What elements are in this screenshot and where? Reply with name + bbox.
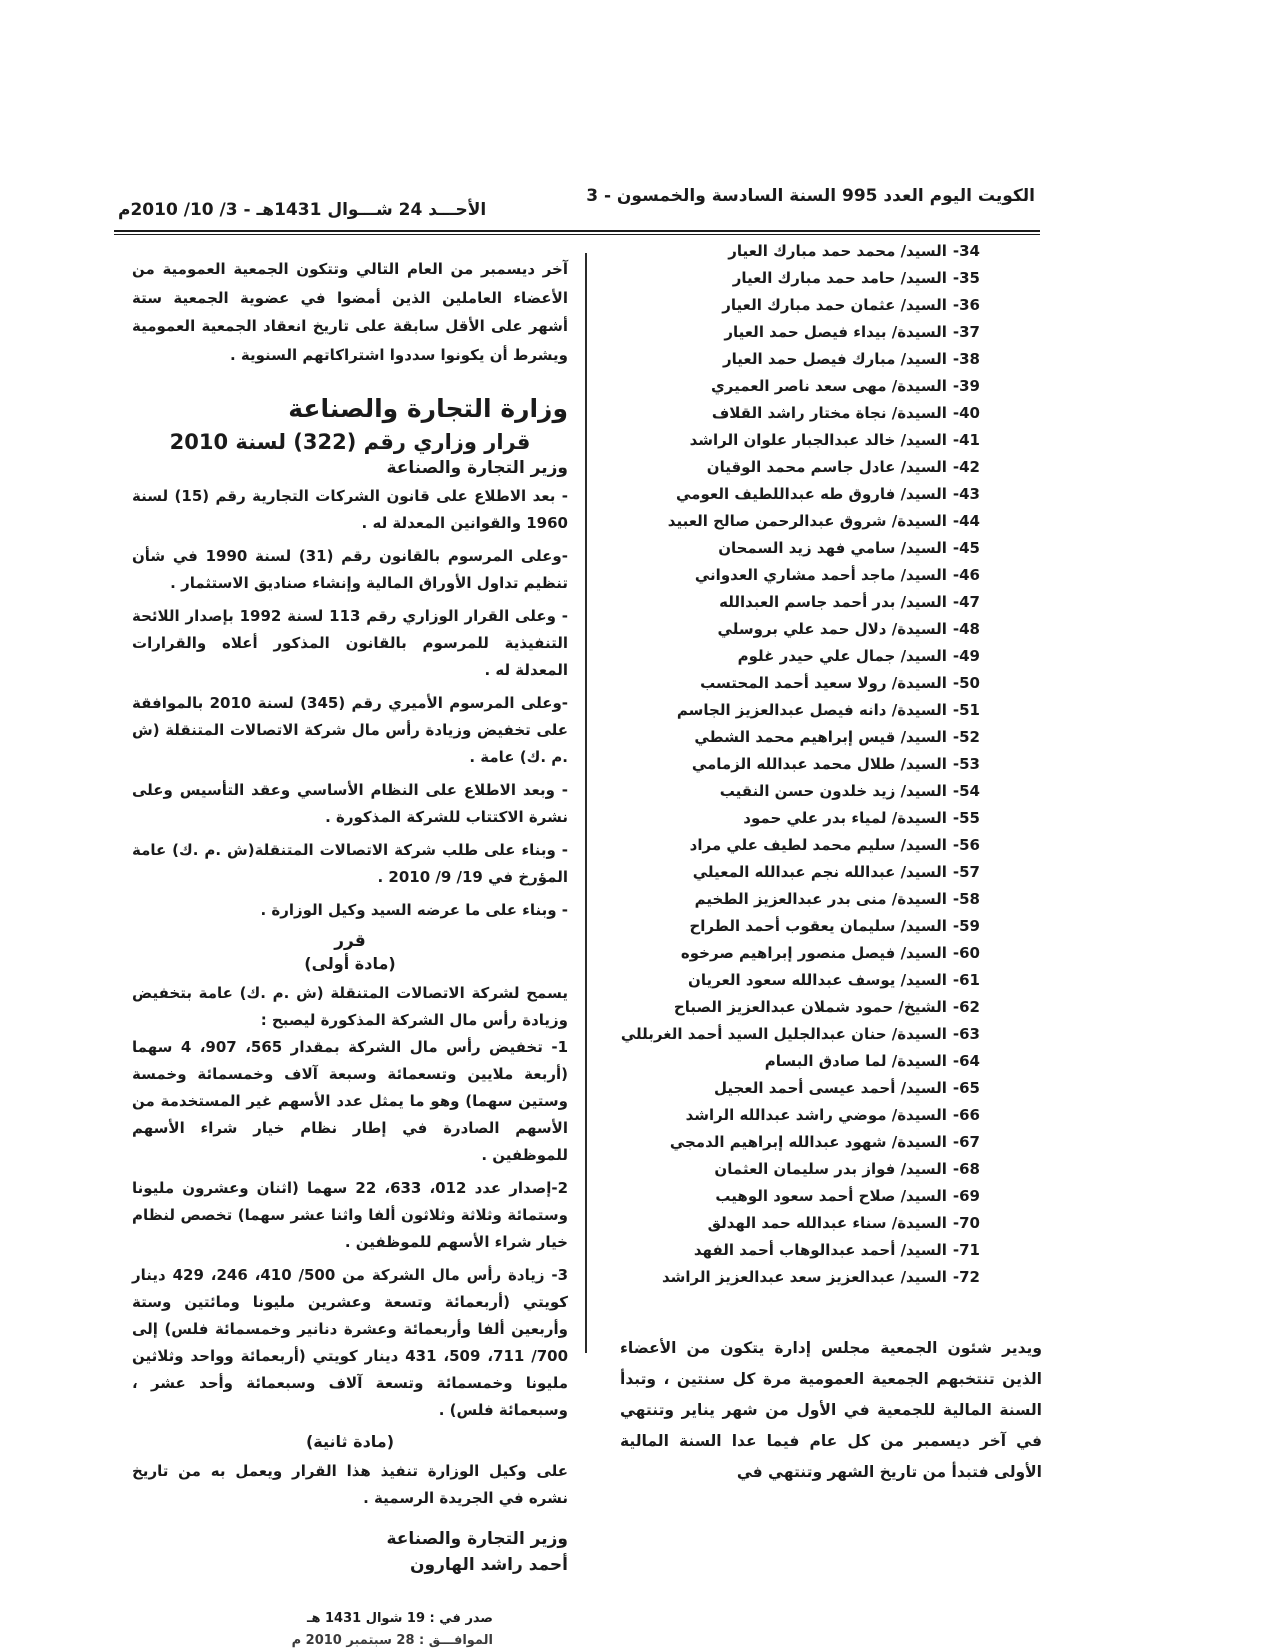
- member-name: السيدة/ دانه فيصل عبدالعزيز الجاسم: [676, 701, 947, 719]
- member-name: السيد/ فاروق طه عبداللطيف العومي: [676, 485, 947, 503]
- member-item: [600, 967, 980, 994]
- member-name: السيد/ أحمد عبدالوهاب أحمد الفهد: [693, 1241, 947, 1259]
- member-name: السيد/ محمد حمد مبارك العيار: [728, 242, 947, 260]
- member-number: 38-: [952, 350, 980, 368]
- preamble: [132, 483, 568, 924]
- member-name: السيد/ طلال محمد عبدالله الزمامي: [691, 755, 947, 773]
- ministry-title: وزارة التجارة والصناعة: [288, 394, 568, 423]
- member-name: السيدة/ دلال حمد علي بروسلي: [717, 620, 947, 638]
- member-name: السيد/ فواز بدر سليمان العثمان: [714, 1160, 947, 1178]
- member-number: 44-: [952, 512, 980, 530]
- member-name: السيدة/ رولا سعيد أحمد المحتسب: [700, 674, 947, 692]
- issued-block: [132, 1608, 568, 1652]
- member-item: [600, 535, 980, 562]
- bottom-paragraph: ويدير شئون الجمعية مجلس إدارة يتكون من الأعضاء الذين تنتخبهم الجمعية العمومية مرة كل سنتين ، وتبدأ السنة المالية للجمعية في الأول من شهر يناير وتنتهي في آخر ديسمبر من كل عام فيما عدا السنة المالية الأولى فتبدأ من تاريخ الشهر وتنتهي في: [620, 1339, 1042, 1481]
- member-item: [600, 481, 980, 508]
- member-number: 53-: [952, 755, 980, 773]
- member-name: السيد/ أحمد عيسى أحمد العجيل: [713, 1079, 947, 1097]
- member-item: [600, 1021, 980, 1048]
- member-number: 34-: [952, 242, 980, 260]
- member-number: 58-: [952, 890, 980, 908]
- member-name: السيد/ عثمان حمد مبارك العيار: [722, 296, 947, 314]
- member-item: [600, 292, 980, 319]
- member-name: السيدة/ منى بدر عبدالعزيز الطخيم: [694, 890, 947, 908]
- member-number: 67-: [952, 1133, 980, 1151]
- member-name: السيد/ مبارك فيصل حمد العيار: [722, 350, 947, 368]
- member-item: [600, 562, 980, 589]
- member-item: [600, 859, 980, 886]
- member-name: السيدة/ مهى سعد ناصر العميري: [711, 377, 947, 395]
- member-name: السيد/ حامد حمد مبارك العيار: [732, 269, 947, 287]
- member-number: 40-: [952, 404, 980, 422]
- member-item: [600, 994, 980, 1021]
- member-name: السيد/ صلاح أحمد سعود الوهيب: [715, 1187, 947, 1205]
- member-item: [600, 373, 980, 400]
- member-item: [600, 1237, 980, 1264]
- member-item: [600, 346, 980, 373]
- member-name: السيدة/ لمياء بدر علي حمود: [743, 809, 947, 827]
- minister-heading: وزير التجارة والصناعة: [386, 458, 568, 478]
- clause-item: 2-إصدار عدد 012، 633، 22 سهما (اثنان وعشرون مليونا وستمائة وثلاثة وثلاثون ألفا واثنا عشر سهما) تخصص لنظام خيار شراء الأسهم للموظفين .: [132, 1179, 569, 1251]
- member-item: [600, 454, 980, 481]
- member-number: 48-: [952, 620, 980, 638]
- article-two-title: (مادة ثانية): [305, 1432, 395, 1451]
- member-number: 52-: [952, 728, 980, 746]
- member-number: 36-: [952, 296, 980, 314]
- member-number: 70-: [952, 1214, 980, 1232]
- member-item: [600, 832, 980, 859]
- member-item: [600, 913, 980, 940]
- member-number: 55-: [952, 809, 980, 827]
- member-item: [600, 643, 980, 670]
- member-name: السيد/ قيس إبراهيم محمد الشطي: [694, 728, 947, 746]
- member-number: 51-: [952, 701, 980, 719]
- left-column: [132, 255, 568, 1652]
- preamble-item: - وبناء على طلب شركة الاتصالات المتنقلة(ش .م .ك) عامة المؤرخ في 19/ 9/ 2010 .: [132, 841, 568, 886]
- member-item: [600, 1102, 980, 1129]
- preamble-item: - وبعد الاطلاع على النظام الأساسي وعقد التأسيس وعلى نشرة الاكتتاب للشركة المذكورة .: [132, 781, 568, 826]
- clauses: [132, 1034, 568, 1424]
- member-number: 71-: [952, 1241, 980, 1259]
- member-name: السيد/ خالد عبدالجبار علوان الراشد: [689, 431, 947, 449]
- preamble-item: - وبناء على ما عرضه السيد وكيل الوزارة .: [260, 901, 568, 919]
- member-item: [600, 670, 980, 697]
- member-name: السيدة/ موضي راشد عبدالله الراشد: [685, 1106, 947, 1124]
- article-one-intro: يسمح لشركة الاتصالات المتنقلة (ش .م .ك) عامة بتخفيض وزيادة رأس مال الشركة المذكورة ليصبح :: [132, 984, 568, 1029]
- issued-date-gregorian: الموافـــق : 28 سبتمبر 2010 م: [291, 1633, 493, 1648]
- member-item: [600, 265, 980, 292]
- member-number: 46-: [952, 566, 980, 584]
- member-item: [600, 589, 980, 616]
- member-name: الشيخ/ حمود شملان عبدالعزيز الصباح: [673, 998, 947, 1016]
- header-rule-thin: [114, 234, 1040, 235]
- member-item: [600, 319, 980, 346]
- member-number: 50-: [952, 674, 980, 692]
- member-number: 69-: [952, 1187, 980, 1205]
- member-name: السيد/ جمال علي حيدر غلوم: [737, 647, 947, 665]
- decided-heading: قرر: [334, 931, 366, 951]
- member-number: 54-: [952, 782, 980, 800]
- member-item: [600, 427, 980, 454]
- member-name: السيدة/ لما صادق البسام: [764, 1052, 947, 1070]
- member-number: 57-: [952, 863, 980, 881]
- members-list: [600, 238, 980, 1291]
- member-number: 45-: [952, 539, 980, 557]
- member-item: [600, 697, 980, 724]
- member-number: 64-: [952, 1052, 980, 1070]
- member-item: [600, 1129, 980, 1156]
- member-number: 49-: [952, 647, 980, 665]
- member-number: 37-: [952, 323, 980, 341]
- page-header-right: الكويت اليوم العدد 995 السنة السادسة والخمسون - 3: [586, 186, 1035, 206]
- preamble-item: - بعد الاطلاع على قانون الشركات التجارية رقم (15) لسنة 1960 والقوانين المعدلة له .: [132, 487, 568, 532]
- member-item: [600, 940, 980, 967]
- member-number: 43-: [952, 485, 980, 503]
- member-number: 47-: [952, 593, 980, 611]
- article-one-title: (مادة أولى): [304, 954, 396, 973]
- member-number: 35-: [952, 269, 980, 287]
- member-item: [600, 400, 980, 427]
- member-number: 61-: [952, 971, 980, 989]
- member-name: السيدة/ سناء عبدالله حمد الهدلق: [707, 1214, 947, 1232]
- intro-paragraph: آخر ديسمبر من العام التالي وتتكون الجمعية العمومية من الأعضاء العاملين الذين أمضوا في عضوية الجمعية ستة أشهر على الأقل سابقة على تاريخ انعقاد الجمعية العمومية ويشرط أن يكونوا سددوا اشتراكاتهم السنوية .: [132, 260, 568, 364]
- member-name: السيد/ عادل جاسم محمد الوقيان: [706, 458, 947, 476]
- member-item: [600, 886, 980, 913]
- member-number: 41-: [952, 431, 980, 449]
- header-rule: [114, 230, 1040, 232]
- member-item: [600, 508, 980, 535]
- member-item: [600, 805, 980, 832]
- member-name: السيد/ عبدالله نجم عبدالله المعيلي: [692, 863, 947, 881]
- member-name: السيد/ ماجد أحمد مشاري العدواني: [694, 566, 947, 584]
- member-item: [600, 1183, 980, 1210]
- page-header-left: الأحـــد 24 شـــوال 1431هـ - 3/ 10/ 2010م: [118, 200, 487, 220]
- preamble-item: - وعلى القرار الوزاري رقم 113 لسنة 1992 بإصدار اللائحة التنفيذية للمرسوم بالقانون المذكور أعلاه والقرارات المعدلة له .: [132, 607, 568, 679]
- decree-title: قرار وزاري رقم (322) لسنة 2010: [169, 430, 531, 454]
- preamble-item: -وعلى المرسوم الأميري رقم (345) لسنة 2010 بالموافقة على تخفيض وزيادة رأس مال شركة الاتصالات المتنقلة (ش .م .ك) عامة .: [132, 694, 569, 766]
- member-name: السيدة/ شهود عبدالله إبراهيم الدمجي: [669, 1133, 947, 1151]
- member-name: السيد/ فيصل منصور إبراهيم صرخوه: [680, 944, 947, 962]
- member-name: السيد/ عبدالعزيز سعد عبدالعزيز الراشد: [662, 1268, 947, 1286]
- member-name: السيد/ سامي فهد زيد السمحان: [718, 539, 947, 557]
- member-item: [600, 616, 980, 643]
- member-item: [600, 1210, 980, 1237]
- member-name: السيد/ يوسف عبدالله سعود العريان: [688, 971, 947, 989]
- member-number: 59-: [952, 917, 980, 935]
- member-number: 66-: [952, 1106, 980, 1124]
- member-number: 56-: [952, 836, 980, 854]
- member-number: 39-: [952, 377, 980, 395]
- member-item: [600, 1264, 980, 1291]
- member-number: 63-: [952, 1025, 980, 1043]
- member-number: 60-: [952, 944, 980, 962]
- member-number: 65-: [952, 1079, 980, 1097]
- member-name: السيد/ سليم محمد لطيف علي مراد: [689, 836, 947, 854]
- member-name: السيدة/ حنان عبدالجليل السيد أحمد الغربللي: [620, 1025, 947, 1043]
- member-name: السيد/ زيد خلدون حسن النقيب: [719, 782, 947, 800]
- member-item: [600, 1048, 980, 1075]
- article-two-text: على وكيل الوزارة تنفيذ هذا القرار ويعمل به من تاريخ نشره في الجريدة الرسمية .: [132, 1462, 568, 1507]
- signature-title: وزير التجارة والصناعة: [386, 1529, 568, 1549]
- member-number: 42-: [952, 458, 980, 476]
- member-item: [600, 1075, 980, 1102]
- issued-date-hijri: صدر في : 19 شوال 1431 هـ: [307, 1611, 493, 1626]
- signature-block: [132, 1526, 568, 1578]
- member-item: [600, 751, 980, 778]
- members-column: [600, 238, 980, 1291]
- column-divider: [585, 253, 587, 1353]
- member-name: السيدة/ نجاة مختار راشد القلاف: [711, 404, 947, 422]
- preamble-item: -وعلى المرسوم بالقانون رقم (31) لسنة 1990 في شأن تنظيم تداول الأوراق المالية وإنشاء صناديق الاستثمار .: [132, 547, 568, 592]
- member-name: السيد/ سليمان يعقوب أحمد الطراح: [689, 917, 947, 935]
- signature-name: أحمد راشد الهارون: [410, 1555, 568, 1575]
- member-item: [600, 724, 980, 751]
- clause-item: 3- زيادة رأس مال الشركة من 500/ 410، 246، 429 دينار كويتي (أربعمائة وتسعة وعشرين مليونا ومائتين وستة وأربعين ألفا وأربعمائة وعشرة دنانير وخمسمائة فلس) إلى 700/ 711، 509، 431 دينار كويتي (أربعمائة وواحد وثلاثين مليونا وخمسمائة وتسعة آلاف وسبعمائة وأحد عشر ، وسبعمائة فلس) .: [132, 1266, 569, 1419]
- member-number: 72-: [952, 1268, 980, 1286]
- member-name: السيدة/ بيداء فيصل حمد العيار: [724, 323, 947, 341]
- member-name: السيد/ بدر أحمد جاسم العبدالله: [719, 593, 947, 611]
- member-number: 62-: [952, 998, 980, 1016]
- member-item: [600, 778, 980, 805]
- member-item: [600, 1156, 980, 1183]
- member-number: 68-: [952, 1160, 980, 1178]
- clause-item: 1- تخفيض رأس مال الشركة بمقدار 565، 907، 4 سهما (أربعة ملايين وتسعمائة وسبعة آلاف وخمسمائة وخمسة وستين سهما) وهو ما يمثل عدد الأسهم غير المستخدمة من الأسهم الصادرة في إطار نظام خيار شراء الأسهم للموظفين .: [132, 1038, 569, 1164]
- member-name: السيدة/ شروق عبدالرحمن صالح العبيد: [667, 512, 947, 530]
- member-item: [600, 238, 980, 265]
